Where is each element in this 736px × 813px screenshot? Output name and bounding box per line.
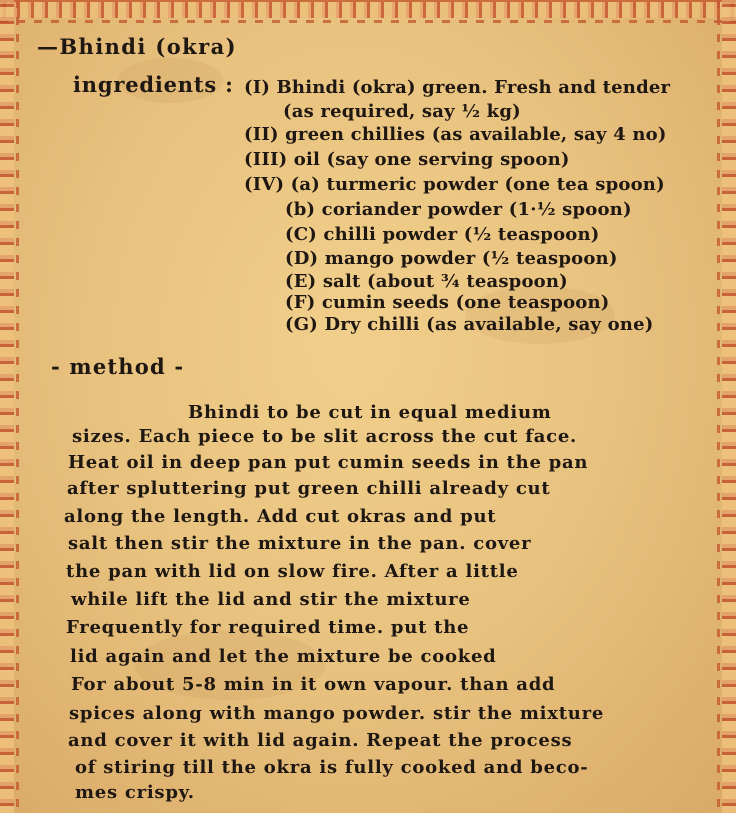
ingredient-bhindi-quantity: (as required, say ½ kg) bbox=[283, 101, 521, 122]
ingredient-oil: (III) oil (say one serving spoon) bbox=[244, 149, 570, 170]
ingredient-salt: (E) salt (about ¾ teaspoon) bbox=[285, 271, 568, 292]
ingredient-chilli-powder: (C) chilli powder (½ teaspoon) bbox=[285, 224, 600, 245]
method-line: salt then stir the mixture in the pan. cover bbox=[68, 533, 532, 554]
ingredient-cumin-seeds: (F) cumin seeds (one teaspoon) bbox=[285, 292, 610, 313]
method-line: of stiring till the okra is fully cooked and beco- bbox=[75, 757, 589, 778]
ingredient-coriander-powder: (b) coriander powder (1·½ spoon) bbox=[285, 199, 632, 220]
ingredient-turmeric-powder: (IV) (a) turmeric powder (one tea spoon) bbox=[244, 174, 665, 195]
method-line: lid again and let the mixture be cooked bbox=[70, 646, 497, 667]
method-line: Frequently for required time. put the bbox=[66, 617, 470, 638]
ingredients-label: ingredients : bbox=[73, 72, 234, 97]
method-line: while lift the lid and stir the mixture bbox=[71, 589, 471, 610]
method-line: spices along with mango powder. stir the mixture bbox=[69, 703, 605, 724]
ingredient-dry-chilli: (G) Dry chilli (as available, say one) bbox=[285, 314, 654, 335]
ingredient-green-chillies: (II) green chillies (as available, say 4 no) bbox=[244, 124, 667, 145]
method-heading: - method - bbox=[51, 354, 185, 379]
method-line: along the length. Add cut okras and put bbox=[64, 506, 497, 527]
ingredient-mango-powder: (D) mango powder (½ teaspoon) bbox=[285, 248, 618, 269]
method-line: after spluttering put green chilli already cut bbox=[67, 478, 551, 499]
method-line: the pan with lid on slow fire. After a little bbox=[66, 561, 519, 582]
method-line: and cover it with lid again. Repeat the process bbox=[68, 730, 573, 751]
method-line: For about 5-8 min in it own vapour. than add bbox=[71, 674, 556, 695]
ingredient-bhindi: (I) Bhindi (okra) green. Fresh and tender bbox=[244, 77, 671, 98]
recipe-title: —Bhindi (okra) bbox=[37, 34, 237, 59]
method-line: Heat oil in deep pan put cumin seeds in the pan bbox=[68, 452, 589, 473]
method-line: mes crispy. bbox=[75, 782, 195, 803]
method-line: Bhindi to be cut in equal medium bbox=[188, 402, 552, 423]
method-line: sizes. Each piece to be slit across the cut face. bbox=[72, 426, 578, 447]
